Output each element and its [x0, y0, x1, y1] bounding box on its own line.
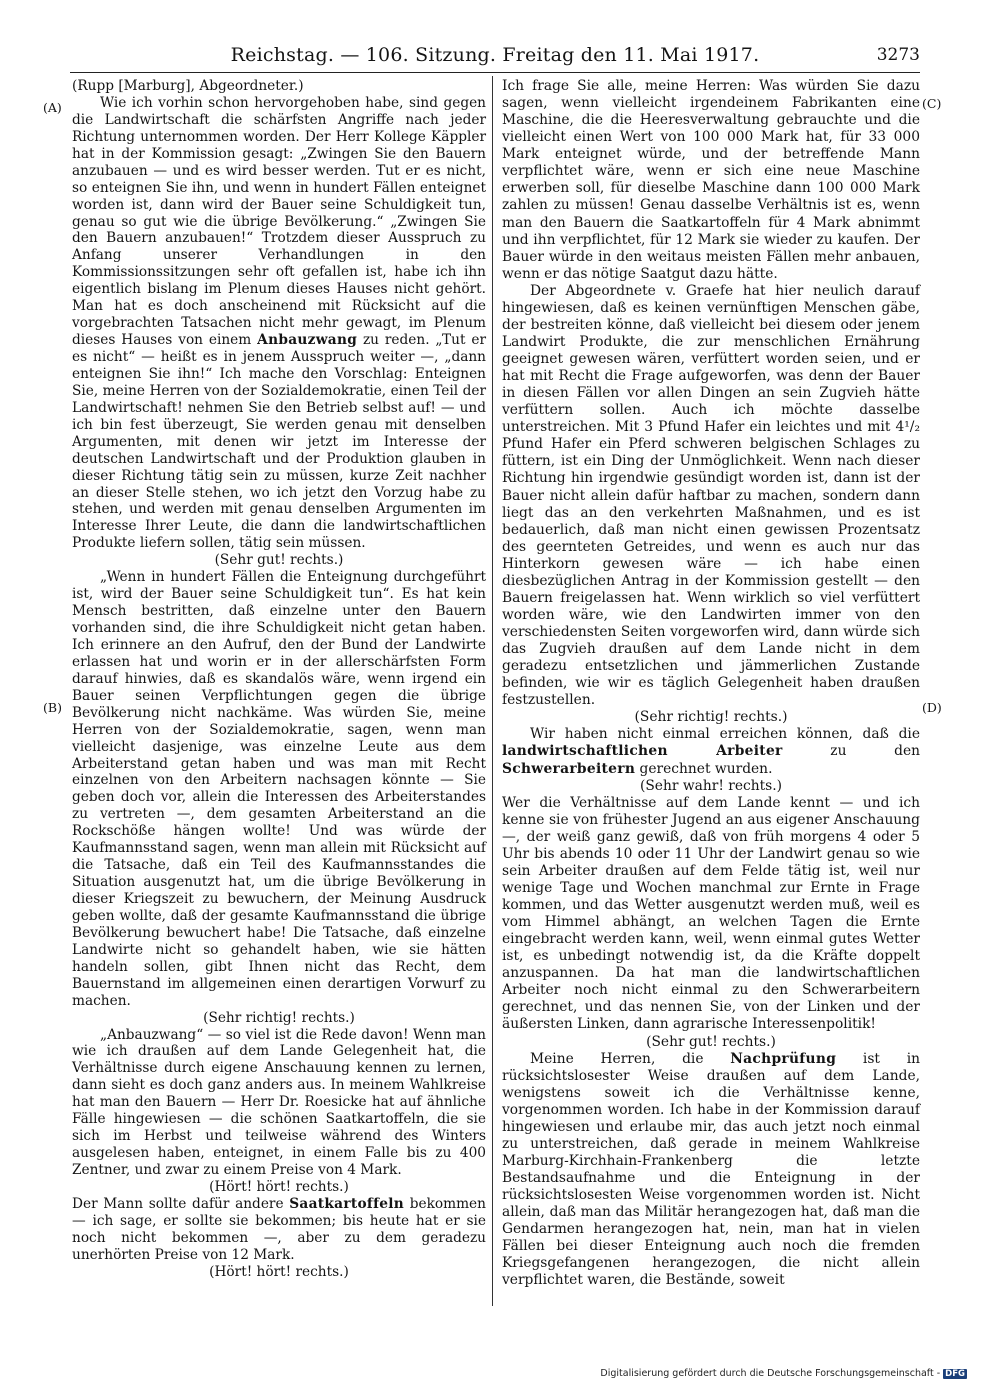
paragraph	[72, 1196, 486, 1264]
paragraph: „Anbauzwang“ — so viel ist die Rede davon! Wenn man wie ich draußen auf dem Lande Gelegenheit hat, die Verhältnisse durch eigene Anschauung kennen zu lernen, dann sieht es doch ganz anders aus. In meinem Wahlkreise hat man den Bauern — Herr Dr. Roesicke hat auf ähnliche Fälle hingewiesen — die schönen Saatkartoffeln, die sie sich im Herbst und teilweise während des Winters ausgelesen haben, enteignet, in einem Falle bis zu 400 Zentner, und zwar zu einem Preise von 4 Mark.	[72, 1026, 486, 1178]
paragraph	[502, 726, 920, 777]
left-column	[72, 78, 486, 1281]
right-column	[502, 78, 920, 1289]
text-run: Wir haben nicht einmal erreichen können, daß die	[530, 726, 920, 743]
dfg-logo: DFG	[945, 1369, 965, 1379]
header-title: Reichstag. — 106. Sitzung. Freitag den 11. Mai 1917.	[230, 44, 760, 66]
speaker-line: (Rupp [Marburg], Abgeordneter.)	[72, 78, 304, 94]
text-run: bekommen — ich sage, er sollte sie bekommen; bis heute hat er sie noch nicht bekommen —, aber zu dem geradezu unerhörten Preise von 12 Mark.	[72, 1195, 486, 1263]
interjection: (Hört! hört! rechts.)	[209, 1178, 349, 1195]
margin-mark-b: (B)	[43, 700, 62, 715]
interjection: (Sehr gut! rechts.)	[214, 552, 344, 569]
paragraph	[72, 95, 486, 552]
emphasis-term: Anbauzwang	[257, 332, 358, 349]
margin-mark-c: (C)	[922, 96, 942, 111]
interjection: (Sehr wahr! rechts.)	[639, 777, 783, 794]
emphasis-term: Schwerarbeitern	[502, 760, 636, 777]
footer-text: Digitalisierung gefördert durch die Deutsche Forschungsgemeinschaft -	[600, 1368, 941, 1379]
text-run: ist in rücksichtslosester Weise draußen auf dem Lande, wenigstens soweit ich die Verhältnisse kenne, vorgenommen worden. Ich habe in der Kommission darauf hingewiesen und erlaube mir, das auch jetzt noch einmal zu unterstreichen, daß gerade in meinem Wahlkreise Marburg-Kirchhain-Frankenberg die letzte Bestandsaufnahme und die Enteignung in der rücksichtslosesten Weise vorgenommen worden ist. Nicht allein, daß man das Militär herangezogen hat, daß man die Gendarmen herangezogen hat, nein, man hat in vielen Fällen bei dieser Enteignung auch noch die fremden Kriegsgefangenen herangezogen, die nicht allein verpflichtet waren, die Bestände, soweit	[502, 1050, 920, 1289]
interjection: (Sehr richtig! rechts.)	[634, 709, 788, 726]
margin-mark-a: (A)	[43, 100, 62, 115]
paragraph: Ich frage Sie alle, meine Herren: Was würden Sie dazu sagen, wenn vielleicht irgendeinem Fabrikanten eine Maschine, die die Heeresverwaltung gebrauchte und die vielleicht einen Wert von 100 000 Mark hat, für 33 000 Mark enteignet würde, und der betreffende Mann verpflichtet wäre, wenn er sich eine neue Maschine erwerben soll, für dieselbe Maschine dann 100 000 Mark zahlen zu müssen! Genau dasselbe Verhältnis ist es, wenn man den Bauern die Saatkartoffeln für 4 Mark abnimmt und ihn verpflichtet, für 12 Mark sie wieder zu kaufen. Der Bauer würde in den weitaus meisten Fällen mehr anbauen, wenn er das nötige Saatgut dazu hätte.	[502, 78, 920, 282]
emphasis-term: Saatkartoffeln	[289, 1195, 405, 1212]
emphasis-term: Nachprüfung	[730, 1050, 837, 1067]
page-header	[70, 44, 920, 72]
text-run: Der Mann sollte dafür andere	[72, 1195, 284, 1212]
text-run: zu den	[830, 743, 920, 760]
interjection: (Sehr gut! rechts.)	[646, 1033, 776, 1050]
text-run: zu reden. „Tut er es nicht“ — heißt es in jenem Ausspruch weiter —, „dann enteignen Sie ihn!“ Ich mache den Vorschlag: Enteignen Sie, meine Herren von der Sozialdemokratie, einen Teil der Landwirtschaft! nehmen Sie den Betrieb selbst auf! — und ich bin fest überzeugt, Sie werden genau mit denselben Argumenten, mit denen wir jetzt im Interesse der deutschen Landwirtschaft und der Produktion glauben in dieser Richtung tätig sein zu müssen, kurze Zeit nachher an dieser Stelle stehen, wo ich jetzt den Vorzug habe zu stehen, und werden mit genau denselben Argumenten im Interesse Ihrer Leute, die dann die landwirtschaftlichen Produkte liefern sollen, tätig sein müssen.	[72, 332, 486, 552]
emphasis-term: landwirtschaftlichen Arbeiter	[502, 743, 783, 760]
paragraph: „Wenn in hundert Fällen die Enteignung durchgeführt ist, wird der Bauer seine Schuldigkeit tun“. Es hat kein Mensch bestritten, daß einzelne unter den Bauern vorhanden sind, die ihre Schuldigkeit nicht getan haben. Ich erinnere an den Aufruf, den der Bund der Landwirte erlassen hat und worin er in der allerschärfsten Form darauf hinwies, daß es skandalös wäre, wenn irgend ein Bauer seinen Verpflichtungen gegen die übrige Bevölkerung nicht nachkäme. Was würden Sie, meine Herren von der Sozialdemokratie, sagen, wenn man vielleicht dasjenige, was einzelne Leute aus dem Arbeiterstand getan haben und was man mit Recht einzelnen von den Arbeitern nachsagen könnte — Sie geben doch vor, allein die Interessen des Arbeiterstandes zu vertreten —, dem gesamten Arbeiterstand an die Rockschöße hängen wollte! Und was würde der Kaufmannsstand sagen, wenn man allein mit Rücksicht auf die Tatsache, daß ein Teil des Kaufmannsstandes die Situation ausgenutzt hat, um die übrige Bevölkerung in dieser Kriegszeit zu bewuchern, der Meinung Ausdruck geben wollte, daß der gesamte Kaufmannsstand die übrige Bevölkerung bewuchert habe! Die Tatsache, daß einzelne Landwirte nicht so gehandelt haben, wie sie hätten handeln sollen, gibt Ihnen nicht das Recht, dem Bauernstand im allgemeinen einen derartigen Vorwurf zu machen.	[72, 569, 486, 1009]
margin-mark-d: (D)	[922, 700, 942, 715]
column-divider	[492, 76, 493, 1306]
paragraph	[502, 1051, 920, 1290]
header-rule	[70, 72, 920, 73]
digitization-footer	[600, 1368, 967, 1379]
interjection: (Sehr richtig! rechts.)	[203, 1009, 355, 1026]
text-run: gerechnet wurden.	[639, 760, 773, 777]
paragraph: Der Abgeordnete v. Graefe hat hier neulich darauf hingewiesen, daß es keinen vernünftigen Menschen gäbe, der bestreiten könne, daß vielleicht bei diesem oder jenem Landwirt Produkte, die zur menschlichen Ernährung geeignet gewesen wären, verfüttert worden seien, und er hat mit Recht die Frage aufgeworfen, was denn der Bauer in diesen Fällen vor allen Dingen an sein Zugvieh hätte verfüttern sollen. Auch ich möchte dasselbe unterstreichen. Mit 3 Pfund Hafer ein leichtes und mit 4¹/₂ Pfund Hafer ein Pferd schweren belgischen Schlages zu füttern, ist ein Ding der Unmöglichkeit. Wenn nach dieser Richtung hin irgendwie gesündigt worden ist, dann ist der Bauer nicht allein dafür haftbar zu machen, sondern dann liegt das an den verkehrten Maßnahmen, und es ist bedauerlich, daß man nicht einen gewissen Prozentsatz des geernteten Getreides, und wenn es auch nur das Hinterkorn gewesen wäre — ich habe einen diesbezüglichen Antrag in der Kommission gestellt — den Bauern freigelassen hat. Wenn wirklich so viel verfüttert worden wäre, wie den Landwirten immer von den verschiedensten Seiten vorgeworfen wird, dann würde sich das Zugvieh draußen auf dem Lande nicht in dem geradezu entsetzlichen und jämmerlichen Zustande befinden, wie wir es täglich Gelegenheit haben draußen festzustellen.	[502, 282, 920, 709]
paragraph: Wer die Verhältnisse auf dem Lande kennt — und ich kenne sie von frühester Jugend an aus eigener Anschauung —, der weiß ganz gewiß, daß von früh morgens 4 oder 5 Uhr bis abends 10 oder 11 Uhr der Landwirt genau so wie sein Arbeiter draußen auf dem Felde tätig ist, weil nur wenige Tage und Wochen manchmal zur Ernte in Frage kommen, und das Wetter ausgenutzt werden muß, weil es vom Himmel abhängt, an welchen Tagen die Ernte eingebracht werden kann, weil, wenn einmal gutes Wetter ist, es unbedingt notwendig ist, da die Kräfte doppelt anzuspannen. Da hat man die landwirtschaftlichen Arbeiter noch nicht einmal zu den Schwerarbeitern gerechnet, und das nennen Sie, von der Linken und der äußersten Linken, dann agrarische Interessenpolitik!	[502, 794, 920, 1033]
page-number: 3273	[876, 45, 920, 65]
text-run: Meine Herren, die	[530, 1050, 704, 1067]
text-run: Wie ich vorhin schon hervorgehoben habe, sind gegen die Landwirtschaft die schärfsten Angriffe nach jeder Richtung unternommen worden. Der Herr Kollege Käppler hat in der Kommission gesagt: „Zwingen Sie den Bauern anzubauen — und es wird besser werden. Tut er es nicht, so enteignen Sie ihn, und wenn in hundert Fällen enteignet worden ist, dann wird der Bauer seine Schuldigkeit tun, genau so gut wie die übrige Bevölkerung.“ „Zwingen Sie den Bauern anzubauen!“ Trotzdem dieser Ausspruch zu Anfang unserer Verhandlungen in den Kommissionssitzungen sehr oft gefallen ist, habe ich ihn eigentlich bislang im Plenum dieses Hauses nicht gehört. Man hat es doch anscheinend mit Rücksicht auf die vorgebrachten Tatsachen nicht mehr gewagt, im Plenum dieses Hauses von einem	[72, 94, 486, 349]
interjection: (Hört! hört! rechts.)	[209, 1263, 349, 1280]
